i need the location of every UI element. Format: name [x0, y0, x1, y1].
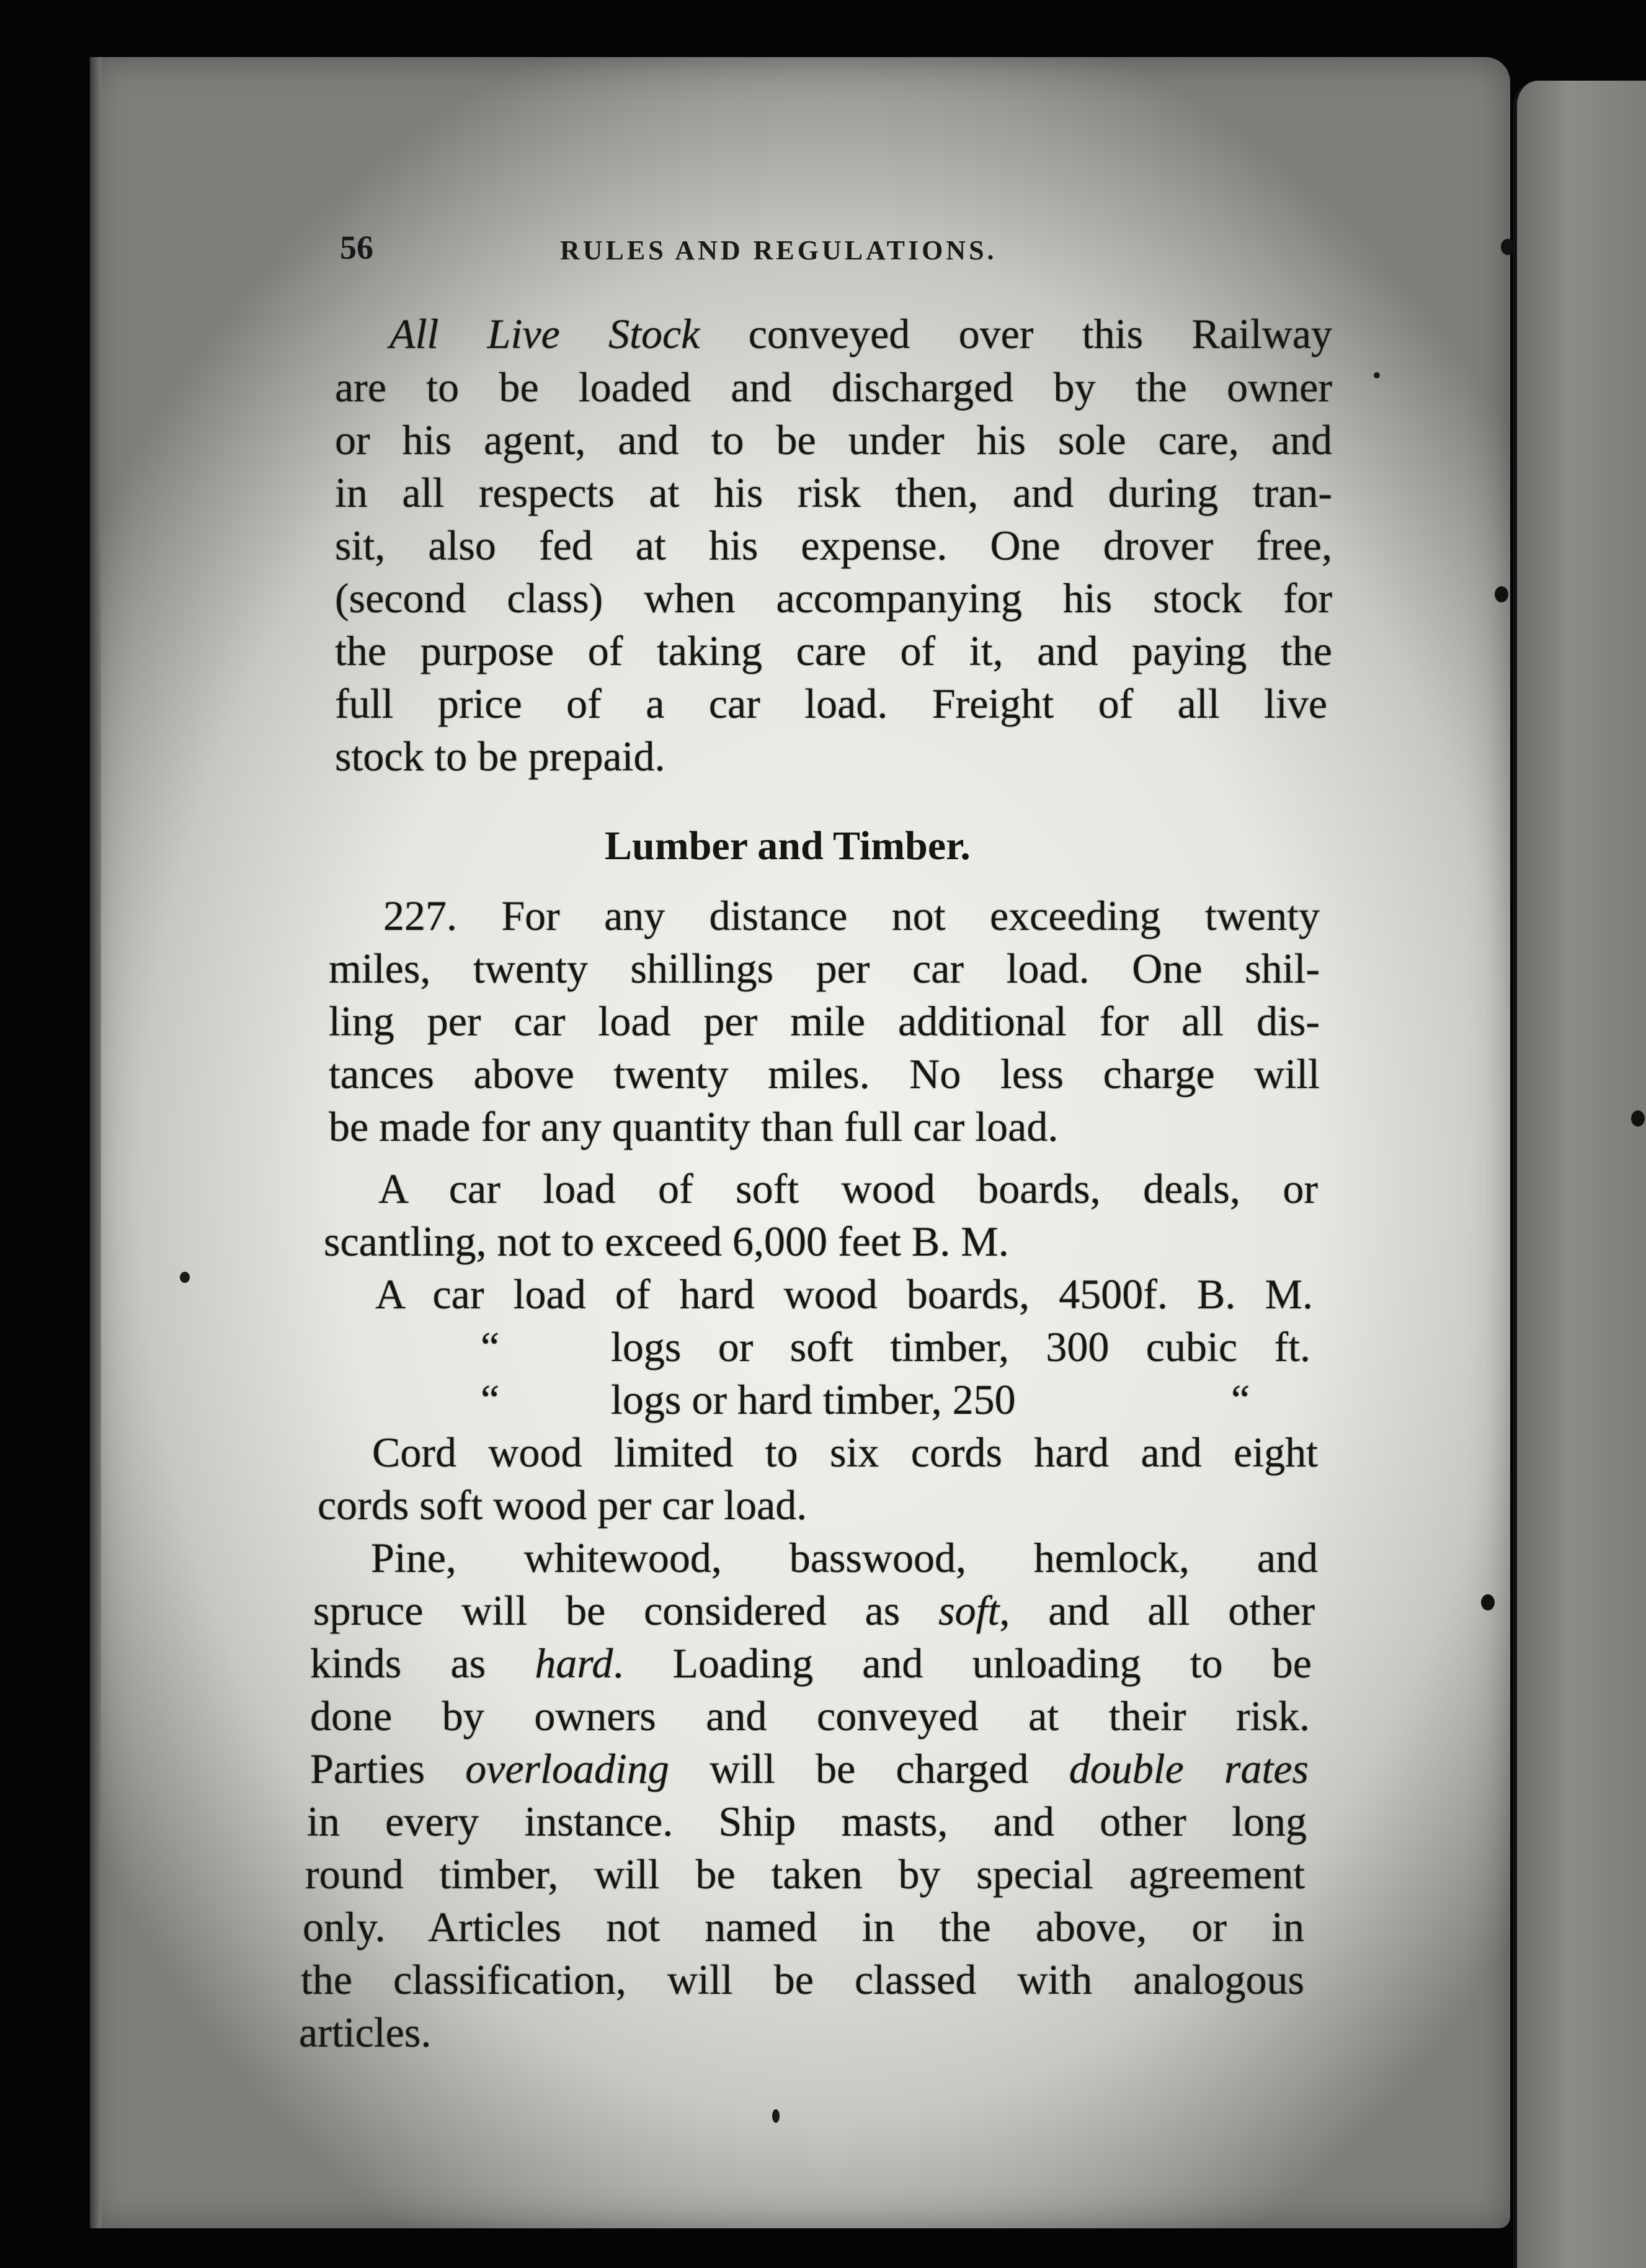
ink-speck	[1374, 372, 1380, 378]
running-head: RULES AND REGULATIONS.	[560, 235, 997, 266]
live-stock-line-5: sit, also fed at his expense. One drover free,	[335, 522, 1332, 569]
ditto-mark: “	[481, 1323, 500, 1370]
adjacent-page-edge	[1513, 81, 1646, 2268]
live-stock-line-1: All Live Stock conveyed over this Railway	[389, 310, 1332, 357]
ditto-mark: “	[481, 1376, 500, 1423]
cord-wood-line-1: Cord wood limited to six cords hard and eight	[372, 1429, 1318, 1476]
pine-line-2: spruce will be considered as soft, and all other	[313, 1587, 1315, 1634]
ink-speck	[180, 1272, 190, 1283]
pine-line-1: Pine, whitewood, basswood, hemlock, and	[371, 1534, 1318, 1581]
pine-line-3: kinds as hard. Loading and unloading to be	[310, 1640, 1312, 1687]
pine-line-10: articles.	[299, 2009, 432, 2056]
page-number: 56	[340, 229, 373, 266]
ditto-mark: “	[1231, 1376, 1250, 1423]
live-stock-line-9: stock to be prepaid.	[335, 733, 665, 780]
logs-soft-timber-line: logs or soft timber, 300 cubic ft.	[611, 1323, 1310, 1370]
ink-speck	[772, 2109, 780, 2123]
page-header	[340, 228, 1115, 284]
rule-227-line-2: miles, twenty shillings per car load. One shil-	[329, 945, 1320, 992]
cord-wood-line-2: cords soft wood per car load.	[318, 1481, 807, 1529]
live-stock-line-6: (second class) when accompanying his stock for	[335, 574, 1332, 622]
binding-mark	[1501, 239, 1515, 255]
page-spine	[90, 57, 101, 2228]
rule-227-line-1: 227. For any distance not exceeding twenty	[383, 892, 1320, 939]
live-stock-lead: All Live Stock	[389, 310, 700, 357]
pine-line-6: in every instance. Ship masts, and other long	[307, 1798, 1307, 1845]
hard-wood-line-1: A car load of hard wood boards, 4500f. B. M.	[375, 1270, 1313, 1318]
pine-line-4: done by owners and conveyed at their risk.	[310, 1692, 1310, 1739]
binding-mark	[1631, 1110, 1645, 1127]
logs-hard-timber-line: logs or hard timber, 250	[611, 1376, 1016, 1423]
rule-227-line-3: ling per car load per mile additional for all dis-	[329, 998, 1320, 1045]
live-stock-line-4: in all respects at his risk then, and during tran-	[335, 469, 1332, 516]
binding-mark	[1495, 586, 1508, 602]
soft-wood-line-1: A car load of soft wood boards, deals, or	[378, 1165, 1318, 1212]
live-stock-line-3: or his agent, and to be under his sole care, and	[335, 416, 1332, 463]
live-stock-line-7: the purpose of taking care of it, and paying the	[335, 627, 1332, 674]
live-stock-line-2: are to be loaded and discharged by the owner	[335, 364, 1332, 411]
pine-line-5: Parties overloading will be charged double rates	[310, 1745, 1309, 1792]
pine-line-8: only. Articles not named in the above, or in	[303, 1903, 1304, 1950]
pine-line-9: the classification, will be classed with analogous	[301, 1956, 1304, 2003]
section-heading: Lumber and Timber.	[605, 823, 971, 868]
rule-227-line-5: be made for any quantity than full car load.	[329, 1103, 1059, 1150]
rule-227-line-4: tances above twenty miles. No less charge will	[329, 1050, 1320, 1097]
binding-mark	[1481, 1594, 1495, 1610]
live-stock-line-8: full price of a car load. Freight of all live	[335, 680, 1327, 727]
pine-line-7: round timber, will be taken by special agreement	[305, 1851, 1305, 1898]
soft-wood-line-2: scantling, not to exceed 6,000 feet B. M.	[324, 1218, 1009, 1265]
